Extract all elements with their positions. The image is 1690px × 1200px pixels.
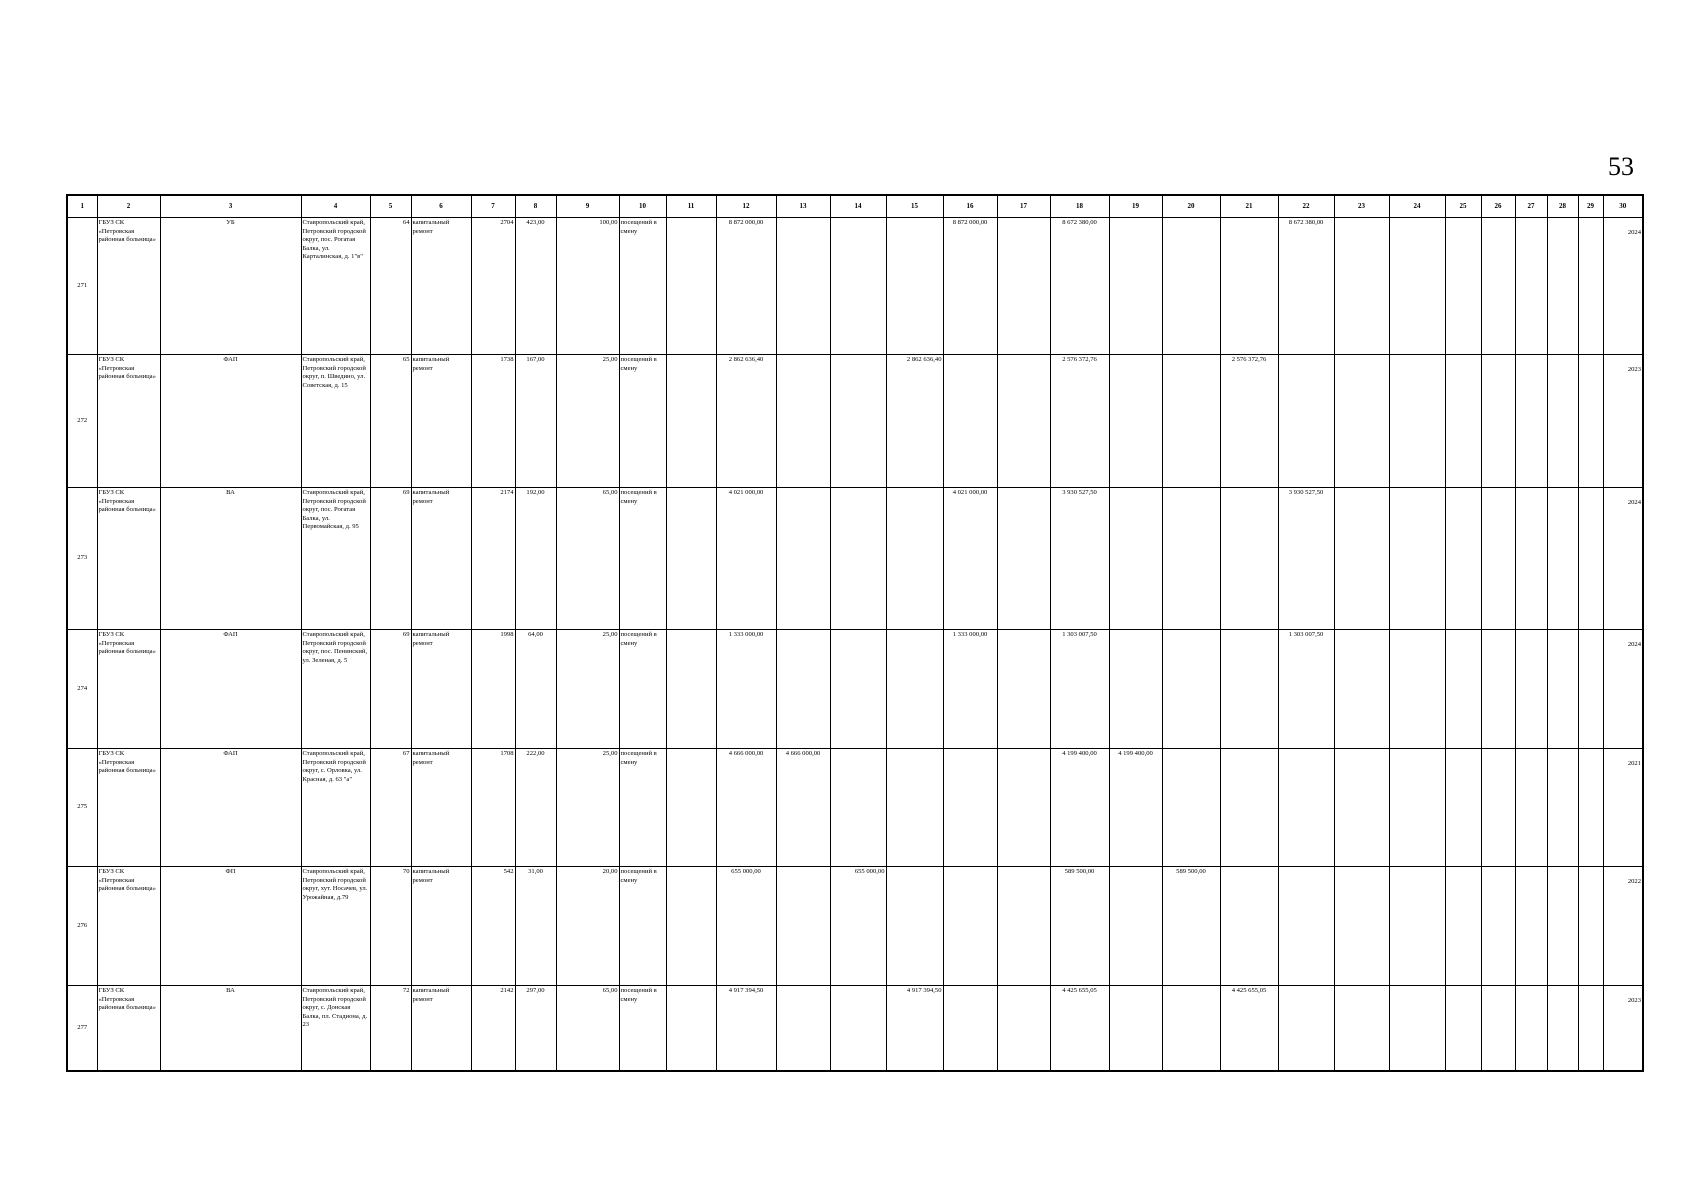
col23-cell bbox=[1334, 355, 1389, 488]
col22-cell: 8 672 380,00 bbox=[1278, 218, 1334, 355]
facility-type-cell: ФП bbox=[160, 867, 301, 986]
year-cell: 2024 bbox=[1603, 630, 1643, 749]
col12-cell: 1 333 000,00 bbox=[716, 630, 776, 749]
col29-cell bbox=[1578, 986, 1603, 1072]
facility-type-cell: ФАП bbox=[160, 630, 301, 749]
organization-cell: ГБУЗ СК «Петровская районная больница» bbox=[97, 867, 160, 986]
col12-cell: 4 666 000,00 bbox=[716, 749, 776, 867]
column-header: 5 bbox=[370, 195, 411, 218]
col7-cell: 1998 bbox=[471, 630, 515, 749]
col24-cell bbox=[1389, 218, 1445, 355]
column-header: 2 bbox=[97, 195, 160, 218]
col26-cell bbox=[1481, 986, 1515, 1072]
col20-cell bbox=[1162, 986, 1220, 1072]
col24-cell bbox=[1389, 630, 1445, 749]
col11-cell bbox=[666, 749, 716, 867]
col19-cell bbox=[1109, 488, 1162, 630]
unit-cell: посещений в смену bbox=[619, 218, 666, 355]
col24-cell bbox=[1389, 355, 1445, 488]
col8-cell: 31,00 bbox=[515, 867, 556, 986]
column-header: 18 bbox=[1050, 195, 1109, 218]
col14-cell bbox=[830, 630, 886, 749]
col12-cell: 4 917 394,50 bbox=[716, 986, 776, 1072]
col12-cell: 8 872 000,00 bbox=[716, 218, 776, 355]
column-header: 13 bbox=[776, 195, 830, 218]
facility-type-cell: УБ bbox=[160, 218, 301, 355]
col27-cell bbox=[1515, 630, 1547, 749]
col26-cell bbox=[1481, 749, 1515, 867]
col28-cell bbox=[1547, 986, 1578, 1072]
col11-cell bbox=[666, 986, 716, 1072]
col11-cell bbox=[666, 630, 716, 749]
col18-cell: 8 672 380,00 bbox=[1050, 218, 1109, 355]
col11-cell bbox=[666, 355, 716, 488]
col24-cell bbox=[1389, 488, 1445, 630]
col20-cell bbox=[1162, 488, 1220, 630]
column-header: 1 bbox=[67, 195, 97, 218]
col23-cell bbox=[1334, 986, 1389, 1072]
col15-cell bbox=[886, 630, 943, 749]
col22-cell bbox=[1278, 749, 1334, 867]
col24-cell bbox=[1389, 986, 1445, 1072]
organization-cell: ГБУЗ СК «Петровская районная больница» bbox=[97, 218, 160, 355]
header-row bbox=[67, 195, 1643, 218]
column-header: 17 bbox=[997, 195, 1050, 218]
col11-cell bbox=[666, 488, 716, 630]
unit-cell: посещений в смену bbox=[619, 749, 666, 867]
col8-cell: 297,00 bbox=[515, 986, 556, 1072]
address-cell: Ставропольский край, Петровский городской округ, п. Шведино, ул. Советская, д. 15 bbox=[301, 355, 370, 488]
col9-cell: 25,00 bbox=[556, 749, 619, 867]
column-header: 21 bbox=[1220, 195, 1278, 218]
year-cell: 2021 bbox=[1603, 749, 1643, 867]
column-header: 9 bbox=[556, 195, 619, 218]
col16-cell bbox=[943, 986, 997, 1072]
unit-cell: посещений в смену bbox=[619, 355, 666, 488]
col14-cell bbox=[830, 218, 886, 355]
col8-cell: 167,00 bbox=[515, 355, 556, 488]
col9-cell: 65,00 bbox=[556, 986, 619, 1072]
col28-cell bbox=[1547, 488, 1578, 630]
year-cell: 2024 bbox=[1603, 218, 1643, 355]
col22-cell: 1 303 007,50 bbox=[1278, 630, 1334, 749]
col16-cell: 1 333 000,00 bbox=[943, 630, 997, 749]
column-header: 8 bbox=[515, 195, 556, 218]
work-type-cell: капитальный ремонт bbox=[411, 749, 471, 867]
col26-cell bbox=[1481, 488, 1515, 630]
col21-cell: 4 425 655,05 bbox=[1220, 986, 1278, 1072]
col9-cell: 65,00 bbox=[556, 488, 619, 630]
row-number: 273 bbox=[67, 488, 97, 630]
row-number: 274 bbox=[67, 630, 97, 749]
work-type-cell: капитальный ремонт bbox=[411, 986, 471, 1072]
col29-cell bbox=[1578, 630, 1603, 749]
col26-cell bbox=[1481, 355, 1515, 488]
row-number: 271 bbox=[67, 218, 97, 355]
col21-cell bbox=[1220, 218, 1278, 355]
column-header: 25 bbox=[1445, 195, 1481, 218]
work-type-cell: капитальный ремонт bbox=[411, 867, 471, 986]
row-number: 275 bbox=[67, 749, 97, 867]
col15-cell bbox=[886, 218, 943, 355]
year-cell: 2023 bbox=[1603, 986, 1643, 1072]
col14-cell: 655 000,00 bbox=[830, 867, 886, 986]
col19-cell bbox=[1109, 630, 1162, 749]
column-header: 26 bbox=[1481, 195, 1515, 218]
col18-cell: 4 199 400,00 bbox=[1050, 749, 1109, 867]
col27-cell bbox=[1515, 218, 1547, 355]
col13-cell: 4 666 000,00 bbox=[776, 749, 830, 867]
col25-cell bbox=[1445, 218, 1481, 355]
col19-cell bbox=[1109, 986, 1162, 1072]
col23-cell bbox=[1334, 488, 1389, 630]
address-cell: Ставропольский край, Петровский городской округ, пос. Рогатая Балка, ул. Первомайская, д. 95 bbox=[301, 488, 370, 630]
col17-cell bbox=[997, 986, 1050, 1072]
address-cell: Ставропольский край, Петровский городской округ, пос. Пенинский, ул. Зеленая, д. 5 bbox=[301, 630, 370, 749]
row-number: 277 bbox=[67, 986, 97, 1072]
col21-cell bbox=[1220, 749, 1278, 867]
table-row bbox=[67, 986, 1643, 1072]
column-header: 10 bbox=[619, 195, 666, 218]
col5-cell: 69 bbox=[370, 488, 411, 630]
col7-cell: 2704 bbox=[471, 218, 515, 355]
unit-cell: посещений в смену bbox=[619, 630, 666, 749]
col16-cell bbox=[943, 749, 997, 867]
col25-cell bbox=[1445, 749, 1481, 867]
column-header: 3 bbox=[160, 195, 301, 218]
col12-cell: 4 021 000,00 bbox=[716, 488, 776, 630]
unit-cell: посещений в смену bbox=[619, 867, 666, 986]
col5-cell: 70 bbox=[370, 867, 411, 986]
col21-cell bbox=[1220, 488, 1278, 630]
col25-cell bbox=[1445, 355, 1481, 488]
row-number: 272 bbox=[67, 355, 97, 488]
col15-cell bbox=[886, 867, 943, 986]
col29-cell bbox=[1578, 749, 1603, 867]
column-header: 7 bbox=[471, 195, 515, 218]
col7-cell: 2142 bbox=[471, 986, 515, 1072]
col20-cell bbox=[1162, 630, 1220, 749]
col21-cell bbox=[1220, 867, 1278, 986]
column-header: 24 bbox=[1389, 195, 1445, 218]
col14-cell bbox=[830, 986, 886, 1072]
col13-cell bbox=[776, 218, 830, 355]
column-header: 6 bbox=[411, 195, 471, 218]
facility-type-cell: ФАП bbox=[160, 749, 301, 867]
table-row bbox=[67, 630, 1643, 749]
col29-cell bbox=[1578, 867, 1603, 986]
col15-cell: 4 917 394,50 bbox=[886, 986, 943, 1072]
year-cell: 2022 bbox=[1603, 867, 1643, 986]
col18-cell: 589 500,00 bbox=[1050, 867, 1109, 986]
column-header: 11 bbox=[666, 195, 716, 218]
col14-cell bbox=[830, 355, 886, 488]
col9-cell: 25,00 bbox=[556, 630, 619, 749]
column-header: 29 bbox=[1578, 195, 1603, 218]
row-number: 276 bbox=[67, 867, 97, 986]
col13-cell bbox=[776, 867, 830, 986]
work-type-cell: капитальный ремонт bbox=[411, 355, 471, 488]
col27-cell bbox=[1515, 986, 1547, 1072]
address-cell: Ставропольский край, Петровский городской округ, с. Донская Балка, пл. Стадиона, д. 23 bbox=[301, 986, 370, 1072]
col17-cell bbox=[997, 630, 1050, 749]
col17-cell bbox=[997, 355, 1050, 488]
column-header: 23 bbox=[1334, 195, 1389, 218]
col21-cell bbox=[1220, 630, 1278, 749]
col7-cell: 1708 bbox=[471, 749, 515, 867]
col15-cell: 2 862 636,40 bbox=[886, 355, 943, 488]
col27-cell bbox=[1515, 867, 1547, 986]
col9-cell: 20,00 bbox=[556, 867, 619, 986]
organization-cell: ГБУЗ СК «Петровская районная больница» bbox=[97, 986, 160, 1072]
table-row bbox=[67, 488, 1643, 630]
table-row bbox=[67, 355, 1643, 488]
unit-cell: посещений в смену bbox=[619, 986, 666, 1072]
column-header: 4 bbox=[301, 195, 370, 218]
col28-cell bbox=[1547, 749, 1578, 867]
organization-cell: ГБУЗ СК «Петровская районная больница» bbox=[97, 488, 160, 630]
col16-cell bbox=[943, 355, 997, 488]
col14-cell bbox=[830, 749, 886, 867]
page-number: 53 bbox=[1608, 152, 1634, 181]
column-header: 15 bbox=[886, 195, 943, 218]
col23-cell bbox=[1334, 749, 1389, 867]
col16-cell: 4 021 000,00 bbox=[943, 488, 997, 630]
col25-cell bbox=[1445, 630, 1481, 749]
col23-cell bbox=[1334, 630, 1389, 749]
col20-cell bbox=[1162, 218, 1220, 355]
column-header: 19 bbox=[1109, 195, 1162, 218]
col8-cell: 222,00 bbox=[515, 749, 556, 867]
col11-cell bbox=[666, 218, 716, 355]
table-row bbox=[67, 218, 1643, 355]
col5-cell: 72 bbox=[370, 986, 411, 1072]
organization-cell: ГБУЗ СК «Петровская районная больница» bbox=[97, 355, 160, 488]
facilities-table bbox=[66, 194, 1644, 1072]
col28-cell bbox=[1547, 630, 1578, 749]
col7-cell: 542 bbox=[471, 867, 515, 986]
col18-cell: 4 425 655,05 bbox=[1050, 986, 1109, 1072]
work-type-cell: капитальный ремонт bbox=[411, 488, 471, 630]
facility-type-cell: ФАП bbox=[160, 355, 301, 488]
work-type-cell: капитальный ремонт bbox=[411, 630, 471, 749]
col22-cell: 3 930 527,50 bbox=[1278, 488, 1334, 630]
col5-cell: 64 bbox=[370, 218, 411, 355]
col9-cell: 100,00 bbox=[556, 218, 619, 355]
col22-cell bbox=[1278, 867, 1334, 986]
col11-cell bbox=[666, 867, 716, 986]
organization-cell: ГБУЗ СК «Петровская районная больница» bbox=[97, 749, 160, 867]
col16-cell bbox=[943, 867, 997, 986]
col25-cell bbox=[1445, 867, 1481, 986]
table-row bbox=[67, 867, 1643, 986]
col24-cell bbox=[1389, 749, 1445, 867]
address-cell: Ставропольский край, Петровский городской округ, с. Орловка, ул. Красная, д. 63 "а" bbox=[301, 749, 370, 867]
col20-cell bbox=[1162, 749, 1220, 867]
col19-cell bbox=[1109, 867, 1162, 986]
col8-cell: 423,00 bbox=[515, 218, 556, 355]
col23-cell bbox=[1334, 218, 1389, 355]
col19-cell bbox=[1109, 218, 1162, 355]
column-header: 22 bbox=[1278, 195, 1334, 218]
col16-cell: 8 872 000,00 bbox=[943, 218, 997, 355]
col26-cell bbox=[1481, 867, 1515, 986]
col5-cell: 65 bbox=[370, 355, 411, 488]
col27-cell bbox=[1515, 749, 1547, 867]
col14-cell bbox=[830, 488, 886, 630]
col17-cell bbox=[997, 488, 1050, 630]
col21-cell: 2 576 372,76 bbox=[1220, 355, 1278, 488]
facility-type-cell: ВА bbox=[160, 986, 301, 1072]
col7-cell: 1738 bbox=[471, 355, 515, 488]
col19-cell: 4 199 400,00 bbox=[1109, 749, 1162, 867]
facility-type-cell: ВА bbox=[160, 488, 301, 630]
column-header: 14 bbox=[830, 195, 886, 218]
col17-cell bbox=[997, 749, 1050, 867]
col15-cell bbox=[886, 749, 943, 867]
table-row bbox=[67, 749, 1643, 867]
column-header: 28 bbox=[1547, 195, 1578, 218]
col18-cell: 3 930 527,50 bbox=[1050, 488, 1109, 630]
address-cell: Ставропольский край, Петровский городской округ, хут. Носачев, ул. Урожайная, д.79 bbox=[301, 867, 370, 986]
col28-cell bbox=[1547, 867, 1578, 986]
col7-cell: 2174 bbox=[471, 488, 515, 630]
col28-cell bbox=[1547, 218, 1578, 355]
col25-cell bbox=[1445, 986, 1481, 1072]
col25-cell bbox=[1445, 488, 1481, 630]
col17-cell bbox=[997, 867, 1050, 986]
col27-cell bbox=[1515, 488, 1547, 630]
col26-cell bbox=[1481, 218, 1515, 355]
col18-cell: 1 303 007,50 bbox=[1050, 630, 1109, 749]
col29-cell bbox=[1578, 355, 1603, 488]
col13-cell bbox=[776, 630, 830, 749]
organization-cell: ГБУЗ СК «Петровская районная больница» bbox=[97, 630, 160, 749]
col5-cell: 69 bbox=[370, 630, 411, 749]
col22-cell bbox=[1278, 986, 1334, 1072]
col5-cell: 67 bbox=[370, 749, 411, 867]
col29-cell bbox=[1578, 218, 1603, 355]
col8-cell: 64,00 bbox=[515, 630, 556, 749]
address-cell: Ставропольский край, Петровский городской округ, пос. Рогатая Балка, ул. Карталинская, д. 1"в" bbox=[301, 218, 370, 355]
col23-cell bbox=[1334, 867, 1389, 986]
col27-cell bbox=[1515, 355, 1547, 488]
col13-cell bbox=[776, 488, 830, 630]
col9-cell: 25,00 bbox=[556, 355, 619, 488]
column-header: 16 bbox=[943, 195, 997, 218]
col12-cell: 2 862 636,40 bbox=[716, 355, 776, 488]
col12-cell: 655 000,00 bbox=[716, 867, 776, 986]
column-header: 30 bbox=[1603, 195, 1643, 218]
unit-cell: посещений в смену bbox=[619, 488, 666, 630]
col18-cell: 2 576 372,76 bbox=[1050, 355, 1109, 488]
column-header: 27 bbox=[1515, 195, 1547, 218]
column-header: 20 bbox=[1162, 195, 1220, 218]
col17-cell bbox=[997, 218, 1050, 355]
col8-cell: 192,00 bbox=[515, 488, 556, 630]
col13-cell bbox=[776, 355, 830, 488]
column-header: 12 bbox=[716, 195, 776, 218]
col13-cell bbox=[776, 986, 830, 1072]
col20-cell: 589 500,00 bbox=[1162, 867, 1220, 986]
col22-cell bbox=[1278, 355, 1334, 488]
col24-cell bbox=[1389, 867, 1445, 986]
year-cell: 2023 bbox=[1603, 355, 1643, 488]
year-cell: 2024 bbox=[1603, 488, 1643, 630]
work-type-cell: капитальный ремонт bbox=[411, 218, 471, 355]
col26-cell bbox=[1481, 630, 1515, 749]
col28-cell bbox=[1547, 355, 1578, 488]
col20-cell bbox=[1162, 355, 1220, 488]
col15-cell bbox=[886, 488, 943, 630]
col29-cell bbox=[1578, 488, 1603, 630]
col19-cell bbox=[1109, 355, 1162, 488]
